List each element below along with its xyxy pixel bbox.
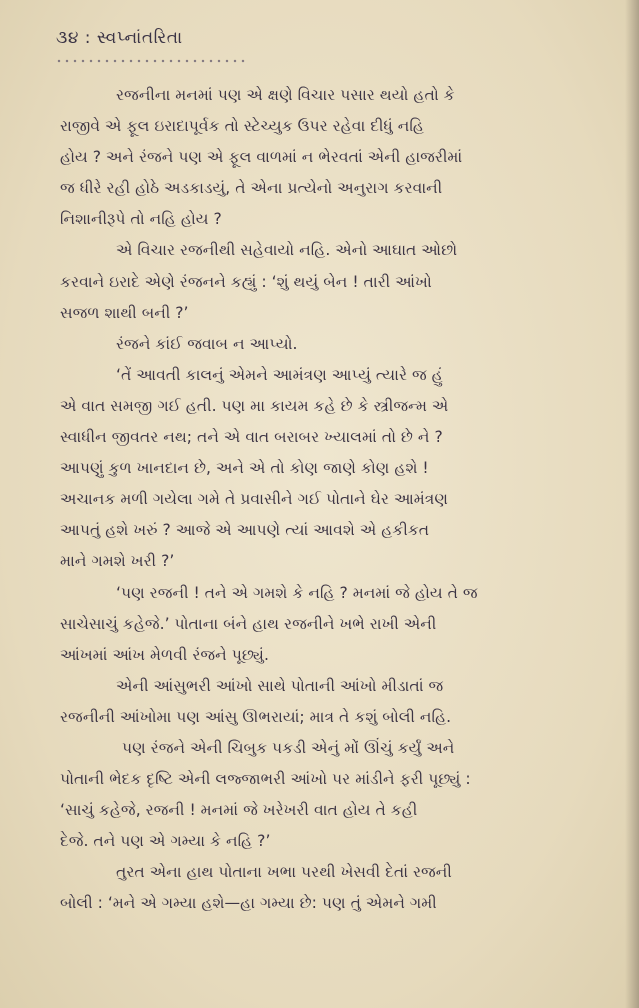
text-line: સાચેસાચું કહેજે.’ પોતાના બંને હાથ રજનીને ખભે રાખી એની: [60, 614, 437, 633]
text-line: એ વિચાર રજનીથી સહેવાયો નહિ. એનો આઘાત ઓછો: [116, 241, 458, 260]
text-line: રંજને કાંઈ જવાબ ન આપ્યો.: [116, 334, 298, 353]
text-line: કરવાને ઇરાદે એણે રંજનને કહ્યું : ‘શું થયું બેન ! તારી આંખો: [60, 272, 432, 291]
text-line: એની આંસુભરી આંખો સાથે પોતાની આંખો મીડાતાં જ: [116, 676, 444, 695]
text-line: ‘પણ રજની ! તને એ ગમશે કે નહિ ? મનમાં જે હોય તે જ: [116, 583, 478, 602]
text-line: સજળ શાથી બની ?’: [60, 303, 189, 322]
text-line: રજનીની આંખોમા પણ આંસુ ઊભરાયાં; માત્ર તે કશું બોલી નહિ.: [60, 707, 452, 726]
text-line: અચાનક મળી ગયેલા ગમે તે પ્રવાસીને ગઈ પોતાને ઘેર આમંત્રણ: [60, 490, 448, 509]
decorative-rule: [56, 58, 248, 64]
text-line: એ વાત સમજી ગઈ હતી. પણ મા કાયમ કહે છે કે સ્ત્રીજન્મ એ: [60, 396, 449, 415]
body-text: [60, 80, 610, 920]
text-line: આંખમાં આંખ મેળવી રંજને પૂછ્યું.: [60, 645, 269, 664]
running-head: ૩૪ : સ્વપ્નાંતરિતા: [56, 28, 183, 48]
text-line: પણ રંજને એની ચિબુક પકડી એનું મોં ઊંચું કર્યું અને: [122, 738, 455, 757]
text-line: જ ધીરે રહી હોઠે અડકાડયું, તે એના પ્રત્યેનો અનુરાગ કરવાની: [60, 179, 443, 198]
text-line: માને ગમશે ખરી ?’: [60, 552, 175, 571]
text-line: નિશાનીરૂપે તો નહિ હોય ?: [60, 210, 222, 229]
text-line: હોય ? અને રંજને પણ એ ફૂલ વાળમાં ન ભેરવતાં એની હાજરીમાં: [60, 148, 463, 167]
text-line: આપતું હશે ખરું ? આજે એ આપણે ત્યાં આવશે એ હકીકત: [60, 521, 430, 540]
text-line: દેજે. તને પણ એ ગમ્યા કે નહિ ?’: [60, 832, 271, 851]
text-line: આપણું કુળ ખાનદાન છે, અને એ તો કોણ જાણે કોણ હશે !: [60, 459, 429, 478]
text-line: ‘તેં આવતી કાલનું એમને આમંત્રણ આપ્યું ત્યારે જ હું: [116, 365, 443, 384]
text-line: રાજીવે એ ફૂલ ઇરાદાપૂર્વક તો સ્ટેચ્યુક ઉપર રહેવા દીધું નહિ: [60, 117, 424, 136]
text-line: સ્વાધીન જીવતર નથ; તને એ વાત બરાબર ખ્યાલમાં તો છે ને ?: [60, 428, 443, 447]
text-line: તુરત એના હાથ પોતાના ખભા પરથી ખેસવી દેતાં રજની: [116, 863, 452, 882]
text-line: બોલી : ‘મને એ ગમ્યા હશે—હા ગમ્યા છે: પણ તું એમને ગમી: [60, 894, 437, 913]
text-line: પોતાની ભેદક દૃષ્ટિ એની લજ્જાભરી આંખો પર માંડીને ફરી પૂછ્યું :: [60, 770, 471, 789]
text-line: ‘સાચું કહેજે, રજની ! મનમાં જે ખરેખરી વાત હોય તે કહી: [60, 801, 418, 820]
text-line: રજનીના મનમાં પણ એ ક્ષણે વિચાર પસાર થયો હતો કે: [116, 86, 455, 104]
